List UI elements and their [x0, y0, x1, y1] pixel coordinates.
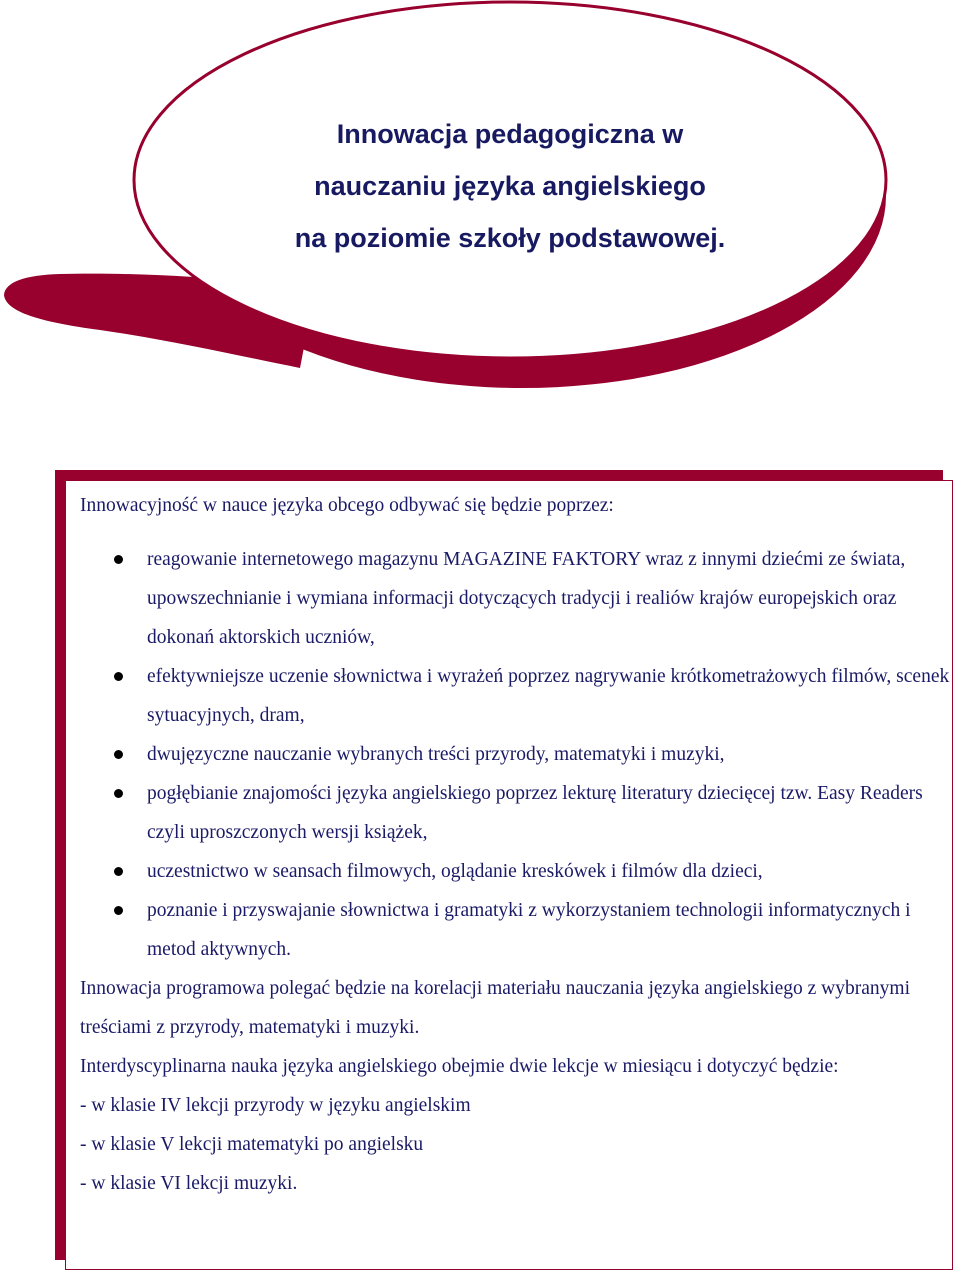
- class-item: - w klasie VI lekcji muzyki.: [80, 1173, 298, 1194]
- class-item: - w klasie IV lekcji przyrody w języku angielskim: [80, 1095, 471, 1116]
- bullet-icon: [114, 672, 123, 681]
- list-item: [80, 657, 950, 735]
- list-item-text: dwujęzyczne nauczanie wybranych treści przyrody, matematyki i muzyki,: [147, 744, 725, 765]
- title-line: Innowacja pedagogiczna w: [336, 119, 684, 149]
- content-text: [80, 486, 950, 1203]
- bullet-icon: [114, 555, 123, 564]
- bullet-icon: [114, 906, 123, 915]
- list-item: [80, 852, 950, 891]
- list-item-text: reagowanie internetowego magazynu MAGAZINE FAKTORY wraz z innymi dziećmi ze świata, upowszechnianie i wymiana informacji dotyczących tradycji i realiów krajów europejskich oraz dokonań aktorskich uczniów,: [147, 549, 906, 648]
- innovation-list: [80, 540, 950, 969]
- bullet-icon: [114, 867, 123, 876]
- list-item-text: poznanie i przyswajanie słownictwa i gramatyki z wykorzystaniem technologii informatycznych i metod aktywnych.: [147, 900, 911, 960]
- class-item: - w klasie V lekcji matematyki po angielsku: [80, 1134, 424, 1155]
- correlation-paragraph: Innowacja programowa polegać będzie na korelacji materiału nauczania języka angielskiego z wybranymi treściami z przyrody, matematyki i muzyki.: [80, 978, 910, 1038]
- list-item: [80, 735, 950, 774]
- list-item-text: efektywniejsze uczenie słownictwa i wyrażeń poprzez nagrywanie krótkometrażowych filmów, scenek sytuacyjnych, dram,: [147, 666, 950, 726]
- bullet-icon: [114, 750, 123, 759]
- list-item-text: pogłębianie znajomości języka angielskiego poprzez lekturę literatury dziecięcej tzw. Easy Readers czyli uproszczonych wersji książek,: [147, 783, 923, 843]
- list-item: [80, 540, 950, 657]
- interdisciplinary-paragraph: Interdyscyplinarna nauka języka angielskiego obejmie dwie lekcje w miesiącu i dotyczyć będzie:: [80, 1056, 839, 1077]
- list-item-text: uczestnictwo w seansach filmowych, oglądanie kreskówek i filmów dla dzieci,: [147, 861, 763, 882]
- list-item: [80, 891, 950, 969]
- intro-text: Innowacyjność w nauce języka obcego odbywać się będzie poprzez:: [80, 495, 614, 516]
- bullet-icon: [114, 789, 123, 798]
- title-line: nauczaniu języka angielskiego: [314, 171, 706, 201]
- list-item: [80, 774, 950, 852]
- title-line: na poziomie szkoły podstawowej.: [294, 223, 726, 253]
